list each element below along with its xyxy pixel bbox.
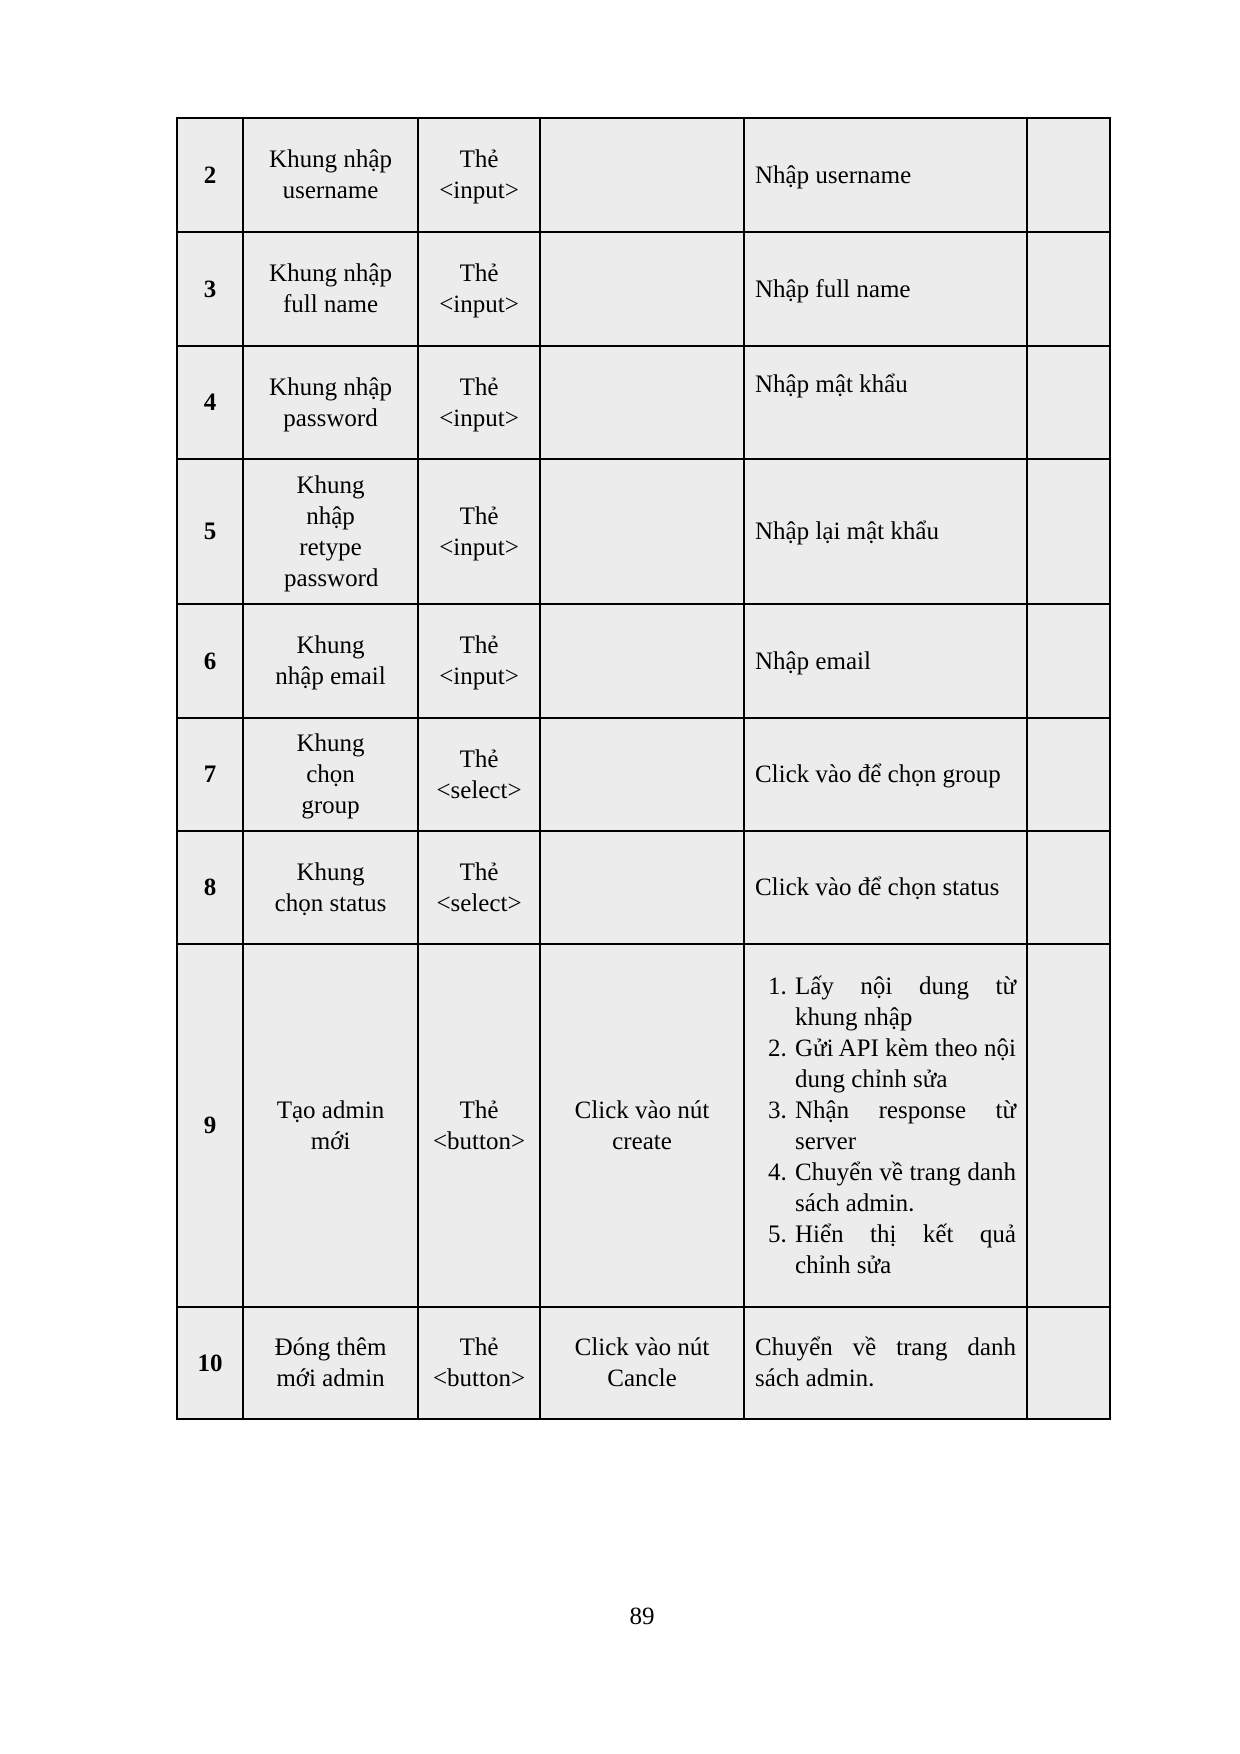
spec-table <box>176 117 1111 1420</box>
table-row <box>177 1307 1110 1419</box>
element-description: Click vào để chọn status <box>744 831 1027 944</box>
element-name: Khung nhập full name <box>243 232 418 346</box>
element-type: Thẻ <input> <box>418 232 540 346</box>
element-type: Thẻ <input> <box>418 118 540 232</box>
element-note <box>1027 1307 1110 1419</box>
row-number: 3 <box>177 232 243 346</box>
row-number: 7 <box>177 718 243 831</box>
element-event <box>540 718 744 831</box>
step-item: 3. Nhận response từ server <box>793 1095 1016 1157</box>
element-type: Thẻ <button> <box>418 944 540 1307</box>
element-type: Thẻ <button> <box>418 1307 540 1419</box>
element-type: Thẻ <input> <box>418 346 540 459</box>
element-type: Thẻ <input> <box>418 459 540 604</box>
row-number: 6 <box>177 604 243 718</box>
element-event <box>540 232 744 346</box>
step-item: 2. Gửi API kèm theo nội dung chỉnh sửa <box>793 1033 1016 1095</box>
row-number: 8 <box>177 831 243 944</box>
table-row <box>177 604 1110 718</box>
element-type: Thẻ <select> <box>418 718 540 831</box>
table-row <box>177 831 1110 944</box>
element-name: Khung nhập retype password <box>243 459 418 604</box>
element-event: Click vào nút create <box>540 944 744 1307</box>
element-note <box>1027 604 1110 718</box>
element-note <box>1027 118 1110 232</box>
element-name: Khung nhập username <box>243 118 418 232</box>
step-list <box>755 971 1016 1281</box>
element-type: Thẻ <select> <box>418 831 540 944</box>
element-description <box>744 944 1027 1307</box>
table-row <box>177 718 1110 831</box>
row-number: 4 <box>177 346 243 459</box>
element-description: Chuyển về trang danh sách admin. <box>744 1307 1027 1419</box>
table-row <box>177 118 1110 232</box>
step-item: 4. Chuyển về trang danh sách admin. <box>793 1157 1016 1219</box>
element-name: Khung nhập password <box>243 346 418 459</box>
element-event <box>540 459 744 604</box>
element-name: Khung nhập email <box>243 604 418 718</box>
element-type: Thẻ <input> <box>418 604 540 718</box>
table-row <box>177 346 1110 459</box>
row-number: 5 <box>177 459 243 604</box>
element-note <box>1027 459 1110 604</box>
table-row <box>177 459 1110 604</box>
element-event <box>540 831 744 944</box>
element-name: Khung chọn group <box>243 718 418 831</box>
element-note <box>1027 346 1110 459</box>
element-name: Đóng thêm mới admin <box>243 1307 418 1419</box>
element-note <box>1027 232 1110 346</box>
element-event <box>540 346 744 459</box>
element-note <box>1027 718 1110 831</box>
row-number: 2 <box>177 118 243 232</box>
table-row <box>177 944 1110 1307</box>
element-description: Nhập email <box>744 604 1027 718</box>
element-description: Click vào để chọn group <box>744 718 1027 831</box>
element-name: Tạo admin mới <box>243 944 418 1307</box>
table-row <box>177 232 1110 346</box>
step-item: 1. Lấy nội dung từ khung nhập <box>793 971 1016 1033</box>
element-description: Nhập full name <box>744 232 1027 346</box>
step-item: 5. Hiển thị kết quả chỉnh sửa <box>793 1219 1016 1281</box>
element-name: Khung chọn status <box>243 831 418 944</box>
element-note <box>1027 831 1110 944</box>
row-number: 10 <box>177 1307 243 1419</box>
element-description: Nhập username <box>744 118 1027 232</box>
row-number: 9 <box>177 944 243 1307</box>
page-number: 89 <box>629 1603 655 1630</box>
element-description: Nhập mật khẩu <box>744 346 1027 459</box>
element-event <box>540 118 744 232</box>
element-event: Click vào nút Cancle <box>540 1307 744 1419</box>
element-event <box>540 604 744 718</box>
element-note <box>1027 944 1110 1307</box>
element-description: Nhập lại mật khẩu <box>744 459 1027 604</box>
